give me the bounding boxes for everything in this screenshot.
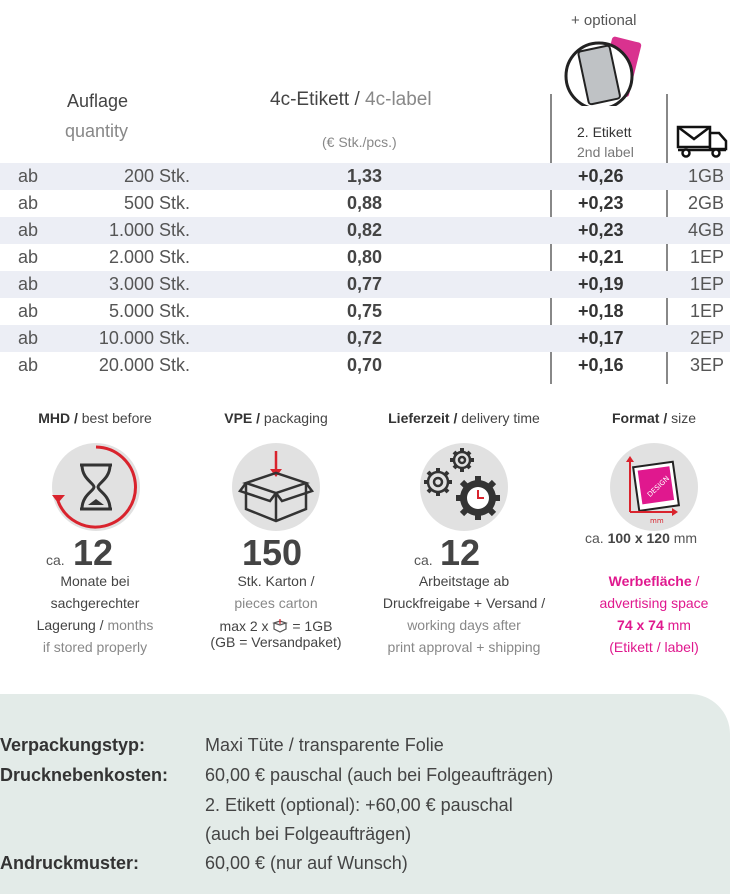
unit-header: (€ Stk./pcs.) bbox=[322, 134, 397, 150]
table-row bbox=[0, 352, 730, 379]
second-label-header-de: 2. Etikett bbox=[577, 124, 632, 140]
row-from: ab bbox=[18, 166, 39, 186]
table-row bbox=[0, 298, 730, 325]
row-shipping: 2EP bbox=[689, 328, 724, 348]
row-second-label-price: +0,21 bbox=[578, 247, 624, 267]
small-box-icon bbox=[272, 619, 288, 633]
row-quantity: 10.000 Stk. bbox=[98, 328, 190, 348]
row-quantity: 20.000 Stk. bbox=[98, 355, 190, 375]
row-second-label-price: +0,18 bbox=[578, 301, 624, 321]
mhd-ca: ca. bbox=[46, 552, 65, 568]
quantity-header-de: Auflage bbox=[67, 91, 129, 111]
costs-value-3: (auch bei Folgeaufträgen) bbox=[205, 824, 412, 844]
row-second-label-price: +0,16 bbox=[578, 355, 624, 375]
optional-label: + optional bbox=[571, 12, 637, 29]
delivery-description: Arbeitstage ab Druckfreigabe + Versand / working days after print approval + shipping bbox=[382, 573, 546, 655]
row-price: 0,82 bbox=[347, 220, 383, 240]
row-second-label-price: +0,23 bbox=[578, 193, 624, 213]
table-row bbox=[0, 217, 730, 244]
gears-clock-icon bbox=[416, 442, 512, 534]
row-quantity: 3.000 Stk. bbox=[108, 274, 190, 294]
delivery-ca: ca. bbox=[414, 552, 433, 568]
row-shipping: 1GB bbox=[687, 166, 724, 186]
row-price: 0,80 bbox=[347, 247, 383, 267]
row-shipping: 4GB bbox=[687, 220, 724, 240]
box-icon bbox=[236, 445, 316, 527]
delivery-title: Lieferzeit / delivery time bbox=[388, 410, 540, 426]
table-row bbox=[0, 271, 730, 298]
row-shipping: 1EP bbox=[689, 274, 724, 294]
row-shipping: 2GB bbox=[687, 193, 724, 213]
proof-value: 60,00 € (nur auf Wunsch) bbox=[205, 853, 408, 873]
row-from: ab bbox=[18, 355, 39, 375]
vpe-value: 150 bbox=[242, 532, 303, 573]
row-from: ab bbox=[18, 247, 39, 267]
packaging-label: Verpackungstyp: bbox=[0, 735, 146, 755]
format-icon-text: DESIGN bbox=[645, 474, 672, 499]
vpe-title: VPE / packaging bbox=[224, 410, 328, 426]
costs-value-2: 2. Etikett (optional): +60,00 € pauschal bbox=[205, 795, 513, 815]
label-stack-icon bbox=[563, 34, 651, 114]
row-price: 1,33 bbox=[347, 166, 383, 186]
price-table bbox=[0, 163, 730, 379]
row-price: 0,77 bbox=[347, 274, 383, 294]
row-shipping: 3EP bbox=[689, 355, 724, 375]
row-from: ab bbox=[18, 301, 39, 321]
table-row bbox=[0, 325, 730, 352]
label-header: 4c-Etikett / 4c-label bbox=[270, 89, 432, 110]
row-from: ab bbox=[18, 274, 39, 294]
format-description: Werbefläche / advertising space 74 x 74 mm (Etikett / label) bbox=[599, 573, 709, 655]
format-icon-unit: mm bbox=[650, 517, 664, 525]
mhd-description: Monate bei sachgerechter Lagerung / months if stored properly bbox=[36, 573, 154, 655]
mhd-title: MHD / best before bbox=[38, 410, 152, 426]
row-second-label-price: +0,23 bbox=[578, 220, 624, 240]
table-row bbox=[0, 190, 730, 217]
packaging-value: Maxi Tüte / transparente Folie bbox=[205, 735, 444, 755]
quantity-header-en: quantity bbox=[65, 121, 129, 141]
format-title: Format / size bbox=[611, 410, 697, 426]
row-shipping: 1EP bbox=[689, 301, 724, 321]
row-shipping: 1EP bbox=[689, 247, 724, 267]
table-row bbox=[0, 163, 730, 190]
row-from: ab bbox=[18, 328, 39, 348]
label-header-en: 4c-label bbox=[365, 89, 432, 110]
delivery-value: 12 bbox=[440, 532, 481, 573]
hourglass-icon bbox=[48, 439, 144, 535]
row-quantity: 200 Stk. bbox=[123, 166, 190, 186]
row-price: 0,70 bbox=[347, 355, 383, 375]
vpe-description: Stk. Karton / pieces carton max 2 x = 1GB (GB = Versandpaket) bbox=[210, 573, 342, 650]
row-quantity: 5.000 Stk. bbox=[108, 301, 190, 321]
format-size: ca. 100 x 120 mm bbox=[585, 530, 698, 546]
row-second-label-price: +0,19 bbox=[578, 274, 624, 294]
costs-value-1: 60,00 € pauschal (auch bei Folgeaufträgen) bbox=[205, 765, 554, 785]
row-price: 0,72 bbox=[347, 328, 383, 348]
shipping-truck-icon bbox=[676, 124, 728, 158]
second-label-header-en: 2nd label bbox=[577, 144, 634, 160]
row-second-label-price: +0,17 bbox=[578, 328, 624, 348]
mhd-value: 12 bbox=[73, 532, 114, 573]
label-header-de: 4c-Etikett bbox=[270, 89, 350, 110]
row-second-label-price: +0,26 bbox=[578, 166, 624, 186]
row-from: ab bbox=[18, 193, 39, 213]
proof-label: Andruckmuster: bbox=[0, 853, 140, 873]
row-quantity: 500 Stk. bbox=[123, 193, 190, 213]
row-price: 0,88 bbox=[347, 193, 383, 213]
row-from: ab bbox=[18, 220, 39, 240]
format-size-icon bbox=[614, 446, 694, 528]
row-quantity: 2.000 Stk. bbox=[108, 247, 190, 267]
row-quantity: 1.000 Stk. bbox=[108, 220, 190, 240]
row-price: 0,75 bbox=[347, 301, 383, 321]
costs-label: Drucknebenkosten: bbox=[0, 765, 169, 785]
table-row bbox=[0, 244, 730, 271]
